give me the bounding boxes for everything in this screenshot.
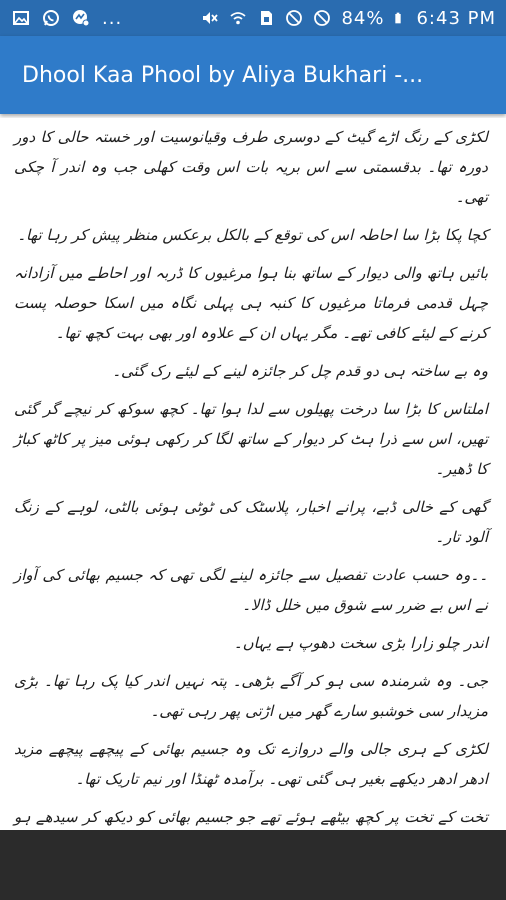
app-title: Dhool Kaa Phool by Aliya Bukhari -... (22, 62, 424, 88)
status-right-icons (201, 8, 496, 29)
battery-percent: 84% (341, 7, 385, 29)
paragraph: املتاس کا بڑا سا درخت پھیلوں سے لدا ہوا تھا۔ کچھ سوکھ کر نیچے گر گئی تھیں، اس سے ذرا ہٹ کر دیوار کے ساتھ لگا کر رکھی ہوئی میز پر کاٹھ کباڑ کا ڈھیر۔ (14, 400, 488, 478)
wifi-icon (229, 9, 247, 27)
battery-icon (394, 9, 406, 27)
clock: 6:43 PM (416, 7, 496, 29)
paragraph: کچا پکا بڑا سا احاطہ اس کی توقع کے بالکل برعکس منظر پیش کر رہا تھا۔ (17, 226, 488, 244)
app-bar (0, 36, 506, 114)
more-notifications-text: ... (102, 7, 123, 29)
paragraph: اندر چلو زارا بڑی سخت دھوپ ہے یہاں۔ (233, 634, 488, 652)
no-signal-icon (285, 9, 303, 27)
paragraph: گھی کے خالی ڈبے، پرانے اخبار، پلاسٹک کی ٹوٹی ہوئی بالٹی، لوہے کے زنگ آلود تار۔ (14, 498, 488, 546)
status-bar (0, 0, 506, 36)
paragraph: لکڑی کے ہری جالی والے دروازے تک وہ جسیم بھائی کے پیچھے پیچھے مزید ادھر ادھر دیکھے بغیر ہی گئی تھی۔ برآمدہ ٹھنڈا اور نیم تاریک تھا۔ (14, 740, 488, 788)
status-left-icons (12, 8, 122, 29)
paragraph: ۔۔وہ حسب عادت تفصیل سے جائزہ لینے لگی تھی کہ جسیم بھائی کی آواز نے اس بے ضرر سے شوق میں خلل ڈالا۔ (14, 566, 488, 614)
paragraph: بائیں ہاتھ والی دیوار کے ساتھ بنا ہوا مرغیوں کا ڈربہ اور احاطے میں آزادانہ چہل قدمی فرماتا مرغیوں کا کنبہ ہی پہلی نگاہ میں اسکا حوصلہ پست کرنے کے لیئے کافی تھے۔ مگر یہاں ان کے علاوہ اور بھی بہت کچھ تھا۔ (14, 264, 488, 342)
paragraph: جی۔ وہ شرمندہ سی ہو کر آگے بڑھی۔ پتہ نہیں اندر کیا پک رہا تھا۔ بڑی مزیدار سی خوشبو سارے گھر میں اڑتی پھر رہی تھی۔ (14, 672, 488, 720)
bottom-bar (0, 830, 506, 900)
messenger-icon (72, 9, 90, 27)
paragraph: وہ بے ساختہ ہی دو قدم چل کر جائزہ لینے کے لیئے رک گئی۔ (112, 362, 488, 380)
reader-content[interactable] (0, 118, 506, 830)
mute-icon (201, 9, 219, 27)
whatsapp-icon (42, 9, 60, 27)
paragraph: لکڑی کے رنگ اڑے گیٹ کے دوسری طرف وقیانوسیت اور خستہ حالی کا دور دورہ تھا۔ بدقسمتی سے اس بریہ بات اس وقت کھلی جب وہ اندر آ چکی تھی۔ (14, 128, 488, 206)
paragraph: تخت کے تخت پر کچھ بیٹھے ہوئے تھے جو جسیم بھائی کو دیکھ کر سیدھے ہو (14, 808, 488, 826)
sim-icon (257, 9, 275, 27)
gallery-icon (12, 9, 30, 27)
no-signal-icon-2 (313, 9, 331, 27)
